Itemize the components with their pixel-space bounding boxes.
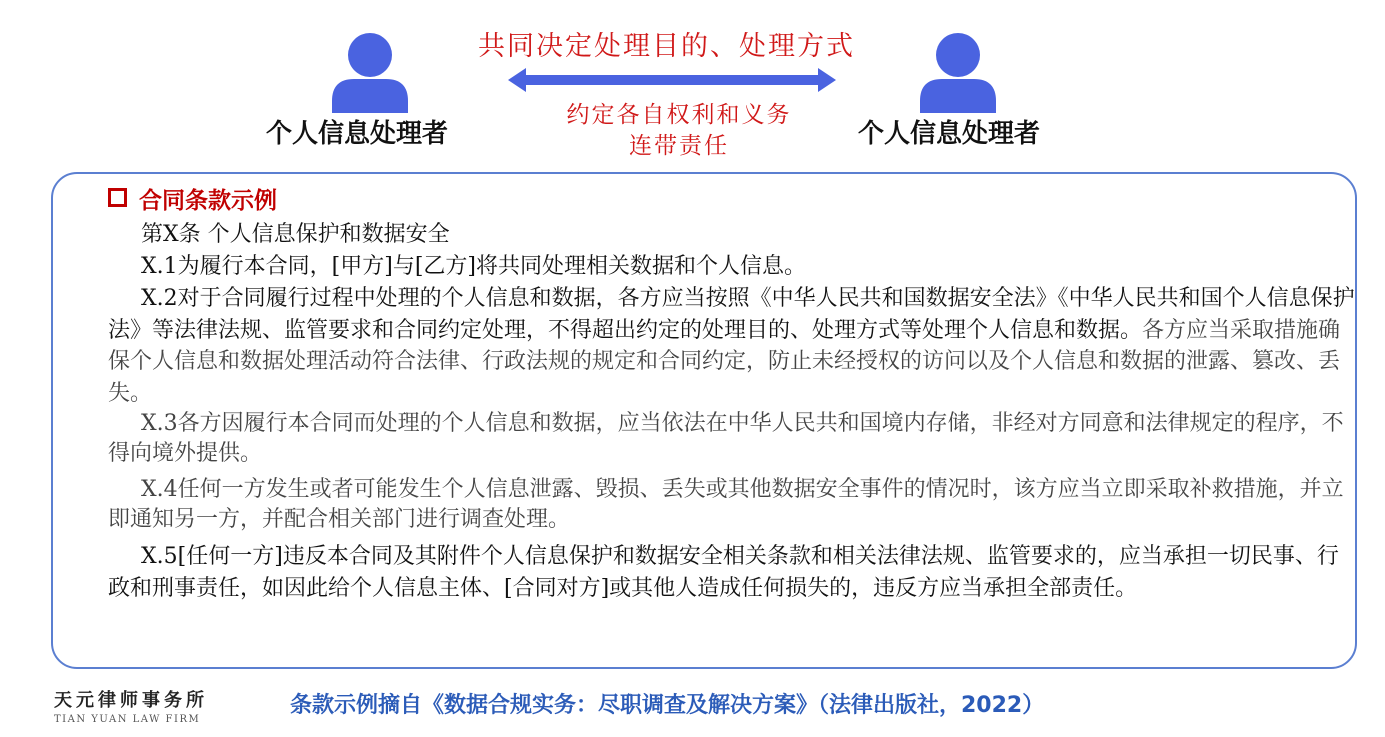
person-icon xyxy=(916,33,1000,113)
relation-bottom-line1: 约定各自权利和义务 xyxy=(566,102,792,128)
clause-x2-rest: 各方应当采取措施确保个人信息和数据处理活动符合法律、行政法规的规定和合同约定，防止未经授权的访问以及个人信息和数据的泄露、篡改、丢失。 xyxy=(108,317,1341,406)
firm-logo xyxy=(54,686,234,725)
double-arrow-icon xyxy=(508,64,836,96)
box-heading-text: 合同条款示例 xyxy=(139,188,277,214)
clause-title: 第X条 个人信息保护和数据安全 xyxy=(141,222,450,247)
square-bullet-icon xyxy=(108,188,127,207)
person-icon xyxy=(328,33,412,113)
relation-bottom-label xyxy=(548,100,810,162)
box-heading xyxy=(108,182,277,215)
right-party-label: 个人信息处理者 xyxy=(858,119,1041,149)
clause-x1: X.1为履行本合同，[甲方]与[乙方]将共同处理相关数据和个人信息。 xyxy=(141,254,806,279)
clause-x2 xyxy=(108,283,1358,409)
relation-bottom-line2: 连带责任 xyxy=(629,133,729,159)
clause-list xyxy=(108,219,1358,605)
clause-x3: X.3各方因履行本合同而处理的个人信息和数据，应当依法在中华人民共和国境内存储，非经对方同意和法律规定的程序，不得向境外提供。 xyxy=(108,411,1344,466)
logo-chinese: 天元律师事务所 xyxy=(54,690,208,711)
left-party-label: 个人信息处理者 xyxy=(266,119,449,149)
clause-x5: X.5[任何一方]违反本合同及其附件个人信息保护和数据安全相关条款和相关法律法规、监管要求的，应当承担一切民事、行政和刑事责任，如因此给个人信息主体、[合同对方]或其他人造成任何损失的，违反方应当承担全部责任。 xyxy=(108,544,1339,601)
clause-x2-bold: X.2对于合同履行过程中处理的个人信息和数据，各方应当按照《中华人民共和国数据安全法》《中华人民共和国个人信息保护法》等法律法规、监管要求和合同约定处理，不得超出约定的处理目的、处理方式等处理个人信息和数据。 xyxy=(108,286,1355,343)
source-citation: 条款示例摘自《数据合规实务：尽职调查及解决方案》（法律出版社，2022） xyxy=(290,693,1045,718)
relation-top-label: 共同决定处理目的、处理方式 xyxy=(478,31,855,62)
logo-english: TIAN YUAN LAW FIRM xyxy=(54,714,201,725)
clause-x4: X.4任何一方发生或者可能发生个人信息泄露、毁损、丢失或其他数据安全事件的情况时，该方应当立即采取补救措施，并立即通知另一方，并配合相关部门进行调查处理。 xyxy=(108,477,1344,532)
